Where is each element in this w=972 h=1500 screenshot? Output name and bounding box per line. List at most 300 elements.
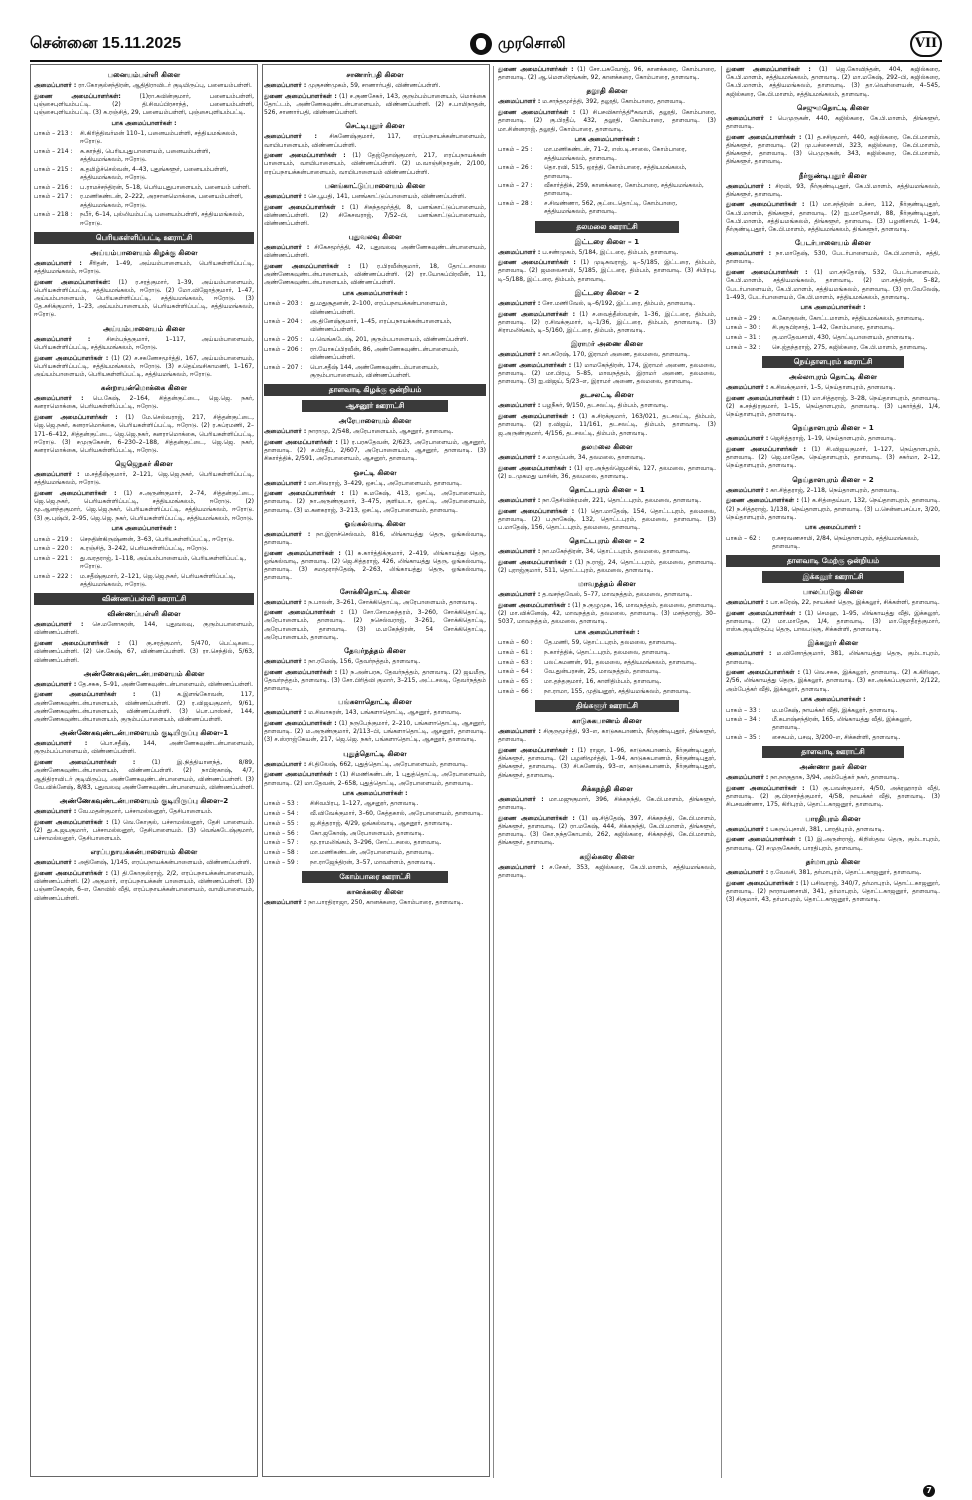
appointment-entry <box>726 610 940 635</box>
appointment-entry <box>726 384 940 392</box>
role-label: துணை அமைப்பாளர்கள் : <box>498 558 573 566</box>
panchayat-banner: கோம்பாரை ஊராட்சி <box>302 871 449 883</box>
booth-agent: தே.மணி, 59, தொட்டபுரம், தலமலை, தாளவாடி. <box>544 639 677 647</box>
appointment-entry <box>34 82 254 90</box>
role-label: அமைப்பாளர் : <box>264 244 310 252</box>
role-label: துணை அமைப்பாளர்கள் : <box>726 394 800 402</box>
booth-number: பாகம் – 53 : <box>264 800 299 808</box>
booth-row <box>264 318 486 334</box>
booth-number: பாகம் – 55 : <box>264 819 299 827</box>
appointee-details: ந.பாலன், 3–261, சோக்கிதொட்டி, அரேபாளையம், தாளவாடி. <box>308 598 478 606</box>
role-label: துணை அமைப்பாளர்கள் : <box>498 66 574 73</box>
appointee-details: மா.மஜுகுமார், 396, சிக்கநந்தி, கே.பி.மாளம், திங்களூர், தாளவாடி. <box>498 795 716 811</box>
appointee-details: நா.ரமேஷ், 156, தேவர்நத்தம், தாளவாடி. <box>308 658 421 666</box>
role-label: துணை அமைப்பாளர்கள் : <box>726 879 799 887</box>
booth-number: பாகம் – 207 : <box>264 363 303 371</box>
union-banner: தாளவாடி மேற்கு ஒன்றியம் <box>726 555 940 567</box>
branch-heading: இராமர் அணை கிளை <box>570 339 644 349</box>
appointee-details: சிகணேஷ்குமார், 117, எரப்பநாயக்கன்பாளையம், வாயிபாளையம், விண்ணப்பள்ளி. <box>264 133 486 149</box>
appointment-entry <box>726 183 940 199</box>
branch-heading: ஓங்கல்வாடி கிளை <box>344 518 406 528</box>
role-label: அமைப்பாளர் : <box>264 598 307 606</box>
role-label: துணை அமைப்பாளர்கள் : <box>498 310 575 318</box>
appointee-details: சோ.மணிவேல், டி–6/192, இட்டரை, திம்பம், தாளவாடி. <box>542 299 696 307</box>
branch-heading: பாரதிபுரம் கிளை <box>805 813 861 823</box>
booth-agent: நபீர், 6–14, புல்லியம்பட்டி பனையம்பள்ளி, சத்தியமங்கலம், ஈரோடு. <box>80 211 245 227</box>
branch-heading: அரேபாளையம் கிளை <box>338 416 412 426</box>
branch-heading: தொட்டபுரம் கிளை – 1 <box>569 484 645 494</box>
role-label: அமைப்பாளர் : <box>498 351 541 359</box>
booth-number: பாகம் – 216 : <box>34 183 73 191</box>
appointee-details: ம.வினோத்குமார், 381, லிங்காயத்து தெரு, கும்டாபுரம், தாளவாடி. <box>726 650 940 666</box>
booth-agent: ரா.யோகப்பிரவீன், 86, அண்ணேகவுண்டன்பாளையம், விண்ணப்பள்ளி. <box>310 345 459 362</box>
appointee-details: அதினேஷ், 1/145, எரப்பநாயக்கன்பாளையம், விண்ணப்பள்ளி. <box>78 859 252 867</box>
appointment-entry <box>726 497 940 522</box>
role-label: அமைப்பாளர் : <box>264 658 307 666</box>
appointee-details: பழநீசுர், 9/150, தடசலட்டி, திம்பம், தாளவாடி. <box>542 402 669 410</box>
role-label: துணை அமைப்பாளர்கள்: <box>34 92 121 100</box>
booth-row <box>264 364 486 380</box>
appointment-entry <box>264 152 486 177</box>
booth-number: பாகம் – 27 : <box>498 182 533 190</box>
branch-heading: செட்டிபுதூர் கிளை <box>345 121 405 131</box>
branch-heading: நெய்தாளபுரம் கிளை – 1 <box>792 423 874 433</box>
branch-heading: அண்ணேகவுண்டன்பாளையம் குடியிருப்பு கிளை–1 <box>59 728 229 738</box>
branch-heading: ஜெஜெநகர் கிளை <box>115 459 173 469</box>
booth-number: பாகம் – 222 : <box>34 572 73 580</box>
appointee-details: (1) மா.சந்தோஷ், 532, பேடர்பாளையம், கே.பி.மாளம், சத்தியமங்கலம், தாளவாடி. (2) மா.சந்திரன், 5–82, பேடர்பாளையம், கே.பி.மாளம், சத்தியமங்கலம், தாளவாடி. (3) ரா.வேலேஷ், 1–493, பேடர்பாளையம், கே.பி.மாளம், சத்தியமங்கலம், தாளவாடி. <box>726 269 940 301</box>
branch-heading: இக்கலூர் கிளை <box>807 638 859 648</box>
appointee-details: (1) க.சிரக்குமார், 163/021, தடசலட்டி, திம்பம், தாளவாடி. (2) ர.விஜய், 11/161, தடசலட்டி, திம்பம், தாளவாடி. (3) ஜ.அருண்குமார், 4/156, தடசலட்டி, திம்பம், தாளவாடி. <box>498 413 716 437</box>
branch-heading: பனையம்பள்ளி கிளை <box>107 70 181 79</box>
appointment-entry <box>498 559 716 575</box>
branch-heading: பாலப்படுகு கிளை <box>802 587 864 597</box>
page-number-badge: VII <box>910 31 942 57</box>
appointee-details: (1) தி.கோகுல்ராஜ், 2/2, எரப்பநாயக்கன்பாளையம், விண்ணப்பள்ளி. (2) அகுமார், எரப்பநாயக்கன் பாளையம், விண்ணப்பள்ளி. (3) பஞ்ணசேகரன், 6–எ, கோவில் வீதி, எரப்பநாயக்கன்பாளையம், வாயிபாளையம், விண்ணப்பள்ளி. <box>34 870 254 902</box>
role-label: அமைப்பாளர் : <box>726 250 772 258</box>
booth-agent: க.தமிழ்ச்செல்வன், 4–43, புதுங்களூர், பனையம்பள்ளி, சத்தியமங்கலம், ஈரோடு. <box>80 165 229 182</box>
appointment-entry <box>726 826 940 834</box>
appointee-details: (1) க.சித்தைய்யா, 132, நெய்தாளபுரம், தாளவாடி. (2) ந.சித்தராஜ், 1/138, நெய்தாளபுரம், தாளவாடி. (3) ப.சென்னபசப்பா, 3/20, நெய்தாளபுரம், தாளவாடி. <box>726 497 940 521</box>
role-label: அமைப்பாளர் : <box>726 599 769 607</box>
role-label: அமைப்பாளர் : <box>498 453 541 461</box>
role-label: துணை அமைப்பாளர்கள் : <box>264 771 338 779</box>
role-label: துணை அமைப்பாளர்கள் : <box>264 263 351 271</box>
appointment-entry <box>264 658 486 666</box>
booth-agent: ப.வெங்கடேஷ், 201, குரும்பபாளையம், விண்ணப்பள்ளி. <box>310 336 469 344</box>
appointee-details: ச.சேகர், 353, கஜில்கரை, கே.பி.மாளம், சத்தியமங்கலம், தாளவாடி. <box>498 863 716 879</box>
booth-row <box>34 148 254 164</box>
role-label: துணை அமைப்பாளர்கள் : <box>498 464 572 472</box>
appointment-entry <box>498 311 716 336</box>
booth-agent: ர.சசரவணசாமி, 2/84, நெய்தாளபுரம், சத்தியமங்கலம், தாளவாடி. <box>772 534 919 550</box>
role-label: அமைப்பாளர் : <box>264 479 307 487</box>
appointee-details: (1) க.மகேஷ், 413, ஒசட்டி, அரேபாளையம், தாளவாடி. (2) நா.அருண்குமார், 3–475, குளியடா, ஒசட்டி, அரேபாளையம், தாளவாடி. (3) ம.கனகராஜ், 3–213, ஒசட்டி, அரேபாளையம், தாளவாடி. <box>264 490 486 514</box>
booth-agent: மா.மணிகண்டன், 71–2, எஸ்.டி.சாலை, கோம்பாரை, சத்தியமங்கலம், தாளவாடி. <box>544 146 687 162</box>
role-label: துணை அமைப்பாளர்கள் : <box>34 414 118 422</box>
booth-agent: து.மதுசூதனன், 2–100, எரப்பநாயக்கன்பாளையம், விண்ணப்பள்ளி. <box>310 300 448 316</box>
appointee-details: ர.வேலசி, 381, தர்மாபுரம், தொட்டகாஜனூர், தாளவாடி. <box>770 868 922 876</box>
appointment-entry <box>498 591 716 599</box>
appointee-details: (1) கு.பவன்குமார், 4/50, அக்ரஹாரம் வீதி, தாளவாடி. (2) கு.பிரசாந்த்குமார், 4/58, நாயக்கர் வீதி, தாளவாடி. (3) சிபசவண்ணா, 175, கிரிபுரம், தொட்டகாஜனூர், தாளவாடி. <box>726 785 940 809</box>
role-label: அமைப்பாளர் : <box>726 774 769 782</box>
appointment-entry <box>264 720 486 745</box>
appointment-entry <box>498 109 716 134</box>
appointee-details: (1) (2) ச.சகணேசமூர்த்தி, 167, அய்யம்பாளையம், பெரியகள்ளிப்பட்டி, சத்தியமங்கலம், ஈரோடு. (3) ச.தெய்வசிகாமணி, 1–167, அய்யம்பாளையம், பெரியகள்ளிப்பட்டி, சத்தியமங்கலம், ஈரோடு. <box>34 354 254 378</box>
appointee-details: (1)ரா.கவின்குமார், பனையம்பள்ளி, புஞ்சைபுளியம்பட்டி. (2) தி.சிவப்பிரசாந்த், பனையம்பள்ளி, புஞ்சைபுளியம்பட்டி. (3) சு.ரஞ்சித், 29, பனையம்பள்ளி, புஞ்சைபுளியம்பட்டி. <box>34 92 254 117</box>
booth-agent: நா.ராமா, 155, முதியனூர், சத்தியமங்கலம், தாளவாடி. <box>544 687 691 695</box>
branch-heading: தலூதி கிளை <box>586 86 628 96</box>
branch-heading: பேடர்பாளையம் கிளை <box>795 238 871 248</box>
branch-heading: அய்யம்பாளையம் கிழக்கு கிளை <box>90 247 198 257</box>
appointment-entry <box>34 621 254 637</box>
masthead-center <box>470 31 566 57</box>
appointment-entry <box>498 402 716 410</box>
booth-row <box>498 200 716 216</box>
column-3 <box>498 66 716 1476</box>
role-label: அமைப்பாளர் : <box>34 395 84 403</box>
appointment-entry <box>726 785 940 810</box>
booth-number: பாகம் – 213 : <box>34 130 73 138</box>
appointee-details: சிகுருமூர்த்தி, 93–எ, காடுசுகபாணம், நீர்குண்டிபுதூர், திங்களூர், தாளவாடி. <box>498 728 716 744</box>
booth-agent: செநதின்கிருஷ்ணன், 3–63, பெரியகள்ளிப்பட்டி, ஈரோடு. <box>80 535 235 543</box>
role-label: அமைப்பாளர் : <box>264 530 311 538</box>
role-label: அமைப்பாளர் : <box>498 496 541 504</box>
appointment-entry <box>498 454 716 462</box>
appointee-details: பொ.சதீஷ், 144, அண்ணேகவுண்டன்பாளையம், குரும்பப்பாளையம், விண்ணப்பள்ளி. <box>34 740 254 756</box>
booth-agent: வே.துன்பரசன், 25, மாவநத்தம், தாளவாடி. <box>544 668 661 676</box>
booth-agent: ந.கார்த்திக், தொட்டபுரம், தலமலை, தாளவாடி. <box>544 649 671 657</box>
appointee-details: (1) ச.குணசேகர், 143, குரும்பம்பாளையம், மொக்கை தோட்டம், அண்ணேகவுண்டன்பாளையம், விண்ணப்பள்ளி. (2) ச.பாமிநாதன், 526, சாணார்பதி, விண்ணப்பள்ளி. <box>264 92 486 117</box>
appointee-details: (1) சிகந்தமூர்த்தி, 8, பனங்காட்டுப்பாளையம், விண்ணப்பள்ளி. (2) சிகேசவராஜ், 7/52–பி, பனங்காட்டுப்பாளையம், விண்ணப்பள்ளி. <box>264 203 486 227</box>
booth-number: பாகம் – 218 : <box>34 211 73 219</box>
booth-row <box>34 545 254 553</box>
appointment-entry <box>726 66 940 99</box>
booth-agent: மூ.ராமலிங்கம், 3–296, சோட்டசலை, தாளவாடி. <box>310 839 442 847</box>
booth-number: பாகம் – 204 : <box>264 318 303 326</box>
branch-heading: அண்ணேகவுண்டன்பாளையம் குடியிருப்பு கிளை–2 <box>59 796 229 805</box>
role-label: அமைப்பாளர் : <box>264 82 307 89</box>
role-label: துணை அமைப்பாளர்கள் : <box>264 438 338 446</box>
appointment-entry <box>726 836 940 852</box>
branch-heading: இட்டரை கிளை – 1 <box>574 236 640 246</box>
role-label: அமைப்பாளர் : <box>264 133 317 141</box>
appointee-details: ம.சாந்தமூர்த்தி, 392, தலூதி, கோம்பாரை, தாளவாடி. <box>542 98 686 106</box>
union-banner: விண்ணப்பள்ளி ஊராட்சி <box>34 593 254 605</box>
branch-heading: அண்ணா நகர் கிளை <box>799 762 867 772</box>
appointment-entry <box>498 98 716 106</box>
booth-list-heading: பாக அமைப்பாளர்கள் : <box>574 629 640 637</box>
branch-heading: தொட்டபுரம் கிளை – 2 <box>569 536 645 546</box>
column-2 <box>264 66 486 1476</box>
branch-heading: கன்றாயன்மொக்கை கிளை <box>100 383 188 393</box>
booth-number: பாகம் – 65 : <box>498 678 533 686</box>
appointment-entry <box>498 602 716 627</box>
booth-row <box>264 849 486 857</box>
appointee-details: நா.மாதேஷ், 530, பேடர்பாளையம், கே.பி.மாளம், சத்தி, தாளவாடி. <box>726 250 940 266</box>
role-label: துணை அமைப்பாளர்கள் : <box>498 259 576 267</box>
appointee-details: சிசம்பந்தகுமார், 1–117, அய்யம்பாளையம், பெரியகள்ளிப்பட்டி, சத்தியமங்கலம், ஈரோடு. <box>34 335 254 351</box>
appointment-entry <box>498 300 716 308</box>
role-label: அமைப்பாளர் : <box>498 728 541 736</box>
role-label: துணை அமைப்பாளர்கள் : <box>498 109 576 117</box>
branch-heading: சாணார்பதி கிளை <box>346 70 404 79</box>
branch-heading: அல்லாபுரம் தொட்டி கிளை <box>788 371 878 381</box>
appointee-details: (1) இ.அருள்ராஜ், கிறிஸ்தவ தெரு, கும்டாபுரம், தாளவாடி. (2) சமுருகேசன், பாரதிபுரம், தாளவாடி. <box>726 836 940 852</box>
appointment-entry <box>726 487 940 495</box>
role-label: துணை அமைப்பாளர்கள்: <box>34 278 111 286</box>
booth-agent: தொ.ரவி, 515, ஒரத்தி, கோம்பாரை, சத்தியமங்கலம், தாளவாடி. <box>544 164 687 180</box>
appointee-details: (1) ராஜா, 1–96, காடுசுகபாணம், நீர்குண்டிபுதூர், திங்களூர், தாளவாடி. (2) பழனிமூர்த்தி, 1–94, காடுசுகபாணம், நீர்குண்டிபுதூர், திங்களூர், தாளவாடி. (3) சி.கணேஷ், 93–எ, காடுசுகபாணம், நீர்குண்டிபுதூர், திங்களூர், தாளவாடி. <box>498 746 716 779</box>
appointee-details: கா.கரேஷ், 170, இராமர் அணை, தலமலை, தாளவாடி. <box>542 351 691 359</box>
branch-heading: பனங்காட்டுப்பாளையம் கிளை <box>324 180 426 190</box>
appointment-entry <box>498 497 716 505</box>
booth-number: பாகம் – 54 : <box>264 810 299 818</box>
appointee-details: நா.மகேந்திரன், 34, தொட்டபுரம், தலமலை, தாளவாடி. <box>542 548 691 556</box>
role-label: துணை அமைப்பாளர்கள் : <box>264 720 337 728</box>
appointee-details: சி.திலேஷ், 662, புதுத்தொட்டி, அரேபாளையம், தாளவாடி. <box>308 760 468 768</box>
appointee-details: (1) முடிசுவராஜ், டி–5/185, இட்டரை, திம்பம், தாளவாடி. (2) ஜமலைசாமி, 5/185, இட்டரை, திம்பம், தாளவாடி. (3) சிபிரபு, டி–5/188, இட்டரை, திம்பம், தாளவாடி. <box>498 259 716 283</box>
appointment-entry <box>498 66 716 82</box>
appointment-entry <box>726 774 940 782</box>
booth-agent: நா.ராஜேந்திரன், 3–57, மாவள்ளம், தாளவாடி. <box>310 858 436 866</box>
appointment-entry <box>34 279 254 320</box>
booth-row <box>726 707 940 715</box>
appointee-details: (1) ச.வைத்தீஸ்வரன், 1–36, இட்டரை, திம்பம், தாளவாடி. (2) ர.சிவக்குமார், டி–1/36, இட்டரை, திம்பம், தாளவாடி. (3) சிராமலிங்கம், டி–5/160, இட்டரை, திம்பம், தாளவாடி. <box>498 310 716 334</box>
booth-agent: க.ரஞ்சித், 3–242, பெரியகள்ளிப்பட்டி, ஈரோடு. <box>80 545 209 553</box>
appointee-details: (1) மாமகேந்திரன், 174, இராமர் அணை, தலமலை, தாளவாடி. (2) மா.பிரபு, 5–85, மாவநத்தம், இராமர் அணை, தலமலை, தாளவாடி. (3) ஐ.விஜய், 5/23–எ, இராமர் அணை, தலமலை, தாளவாடி. <box>498 361 716 386</box>
appointment-entry <box>498 413 716 438</box>
appointee-details: (1) ஏர.அந்தல்ஜெமசிங், 127, தலமலை, தாளவாடி. (2) உ.முகமது யாசின், 36, தலமலை, தாளவாடி. <box>498 464 716 480</box>
appointment-entry <box>726 134 940 167</box>
branch-heading: புதுத்தொட்டி கிளை <box>343 748 407 758</box>
role-label: துணை அமைப்பாளர்கள் : <box>498 602 571 610</box>
booth-agent: செ.ஜ்தந்தராஜ், 275, கஜில்கரை, கே.பி.மாளம், தாளவாடி. <box>772 343 928 351</box>
appointee-details: (1) செமஹ, 1–95, லிங்காயத்து வீதி, இக்கலூர், தாளவாடி. (2) மா.மாதேசு, 1/4, தாளவாடி. (3) மா.ஜோதீரத்குமார், எஸ்சு.குடியிருப்பு தெரு, பாலபடுகு, சிக்கள்ளி, தாளவாடி. <box>726 609 940 634</box>
booth-list-heading: பாக அமைப்பாளர்கள் : <box>800 696 866 704</box>
appointment-entry <box>264 599 486 607</box>
branch-heading: சோக்கிதொட்டி கிளை <box>339 586 411 596</box>
appointee-details: (1) ர.பிரவீன்குமார், 18, தோட்டசாலை அண்ணேகவுண்டன்பாளையம், விண்ணப்பள்ளி. (2) ரா.யோகப்பிரவீன், 11, அண்ணேகவுண்டன்பாளையம், விண்ணப்பள்ளி. <box>264 263 486 287</box>
appointment-entry <box>726 599 940 607</box>
appointee-details: சிரவி, 93, நீர்குண்டிபுதூர், கே.பி.மாளம், சத்தியமங்கலம், திங்களூர், தாளவாடி. <box>726 182 940 198</box>
appointment-entry <box>726 650 940 666</box>
booth-row <box>264 336 486 344</box>
booth-list-heading: பாக அமைப்பாளர்கள் : <box>342 790 408 798</box>
role-label: துணை அமைப்பாளர்கள் : <box>34 691 136 699</box>
appointment-entry <box>498 747 716 780</box>
appointment-entry <box>264 609 486 642</box>
appointee-details: நா.இராச்செல்வம், 816, லிங்காயத்து தெரு, ஓங்கல்வாடி, தாளவாடி. <box>264 530 486 547</box>
appointment-entry <box>498 259 716 284</box>
role-label: துணை அமைப்பாளர்கள் : <box>264 92 337 100</box>
booth-row <box>498 678 716 686</box>
branch-heading: இட்டரை கிளை – 2 <box>574 287 640 297</box>
appointment-entry <box>498 548 716 556</box>
appointment-entry <box>264 133 486 149</box>
appointment-entry <box>34 336 254 352</box>
appointment-entry <box>34 490 254 523</box>
booth-agent: மா.தந்தகுமார், 16, காளிதிம்பம், தாளவாடி. <box>544 678 662 686</box>
booth-number: பாகம் – 30 : <box>726 324 761 332</box>
appointment-entry <box>264 899 486 907</box>
appointee-details: ரா.கோகுல்சந்திரன், ஆதிதிராவிடர் குடியிருப்பு, பனையம்பள்ளி. <box>78 82 252 89</box>
column-4 <box>726 66 940 1476</box>
appointee-details: பகருப்புசாமி, 381, பாரதிபுரம், தாளவாடி. <box>770 825 885 833</box>
appointment-entry <box>264 480 486 488</box>
appointment-entry <box>264 531 486 547</box>
role-label: துணை அமைப்பாளர்கள் : <box>726 669 800 677</box>
booth-agent: பொ.சதீஷ் 144, அண்ணேகவுண்டம்பாளையம், குரும்பாபாளையம், விண்ணப்பள்ளி. <box>310 363 439 379</box>
appointment-entry <box>726 250 940 266</box>
role-label: அமைப்பாளர் : <box>264 192 307 200</box>
booth-number: பாகம் – 58 : <box>264 849 299 856</box>
appointee-details: பெமுருகன், 440, கஜில்கரை, கே.பி.மாளம், திங்களூர், தாளவாடி. <box>726 114 940 131</box>
panchayat-banner: தாளவாடி ஊராட்சி <box>762 746 903 758</box>
booth-row <box>264 300 486 316</box>
booth-number: பாகம் – 214 : <box>34 147 73 155</box>
role-label: துணை அமைப்பாளர்கள் : <box>34 818 109 826</box>
appointment-entry <box>34 471 254 487</box>
booth-list-heading: பாக அமைப்பாளர் : <box>805 524 861 532</box>
appointee-details: சீரிதன், 1–49, அய்யம்பாளையம், பெரியகள்ளிப்பட்டி, சத்தியமங்கலம், ஈரோடு. <box>34 259 254 275</box>
appointee-details: சிகேசமூர்த்தி, 42, புதுவலவு அண்ணேகவுண்டன்பாளையம், விண்ணப்பள்ளி. <box>264 244 486 260</box>
booth-row <box>34 184 254 192</box>
branch-heading: தடசலட்டி கிளை <box>580 390 634 400</box>
appointment-entry <box>726 880 940 905</box>
booth-number: பாகம் – 31 : <box>726 334 761 342</box>
appointment-entry <box>264 193 486 201</box>
booth-agent: வீகார்த்திக், 259, கானக்கரை, கோம்பாரை, சத்தியமங்கலம், தாளவாடி. <box>544 182 704 198</box>
appointment-entry <box>34 640 254 665</box>
role-label: துணை அமைப்பாளர்கள் : <box>34 354 109 362</box>
appointment-entry <box>264 709 486 717</box>
appointee-details: (1) சோ.சோமசுந்தரம், 3–260, சோக்கிதொட்டி, அரேபாளையம், தாளவாடி. (2) நசெல்வராஜ், 3–261, சோக்கிதொட்டி, அரேபாளையம், தாளவாடி. (3) ம.மகேந்திரன், 54 சோக்கிதொட்டி, அரேபாளையம், தாளவாடி. <box>264 609 486 641</box>
appointee-details: முகுசண்முகம், 59, சாணார்பதி, விண்ணப்பள்ளி. <box>308 82 441 89</box>
role-label: துணை அமைப்பாளர்கள் : <box>264 609 344 617</box>
booth-list-heading: பாக அமைப்பாளர்கள் : <box>574 136 640 144</box>
role-label: அமைப்பாளர் : <box>726 825 769 833</box>
masthead <box>30 31 942 59</box>
booth-number: பாகம் – 63 : <box>498 658 533 666</box>
role-label: அமைப்பாளர் : <box>34 471 80 479</box>
appointee-details: ம.சத்தீஷ்குமார், 2–121, ஜெ.ஜெ.நகர், பெரியகள்ளிப்பட்டி, சத்தியமங்கலம், ஈரோடு. <box>34 471 254 487</box>
branch-heading: தலமலை கிளை <box>581 441 633 451</box>
booth-agent: கு.மாதேவசாமி, 430, தொட்டிபாளையம், தாளவாடி. <box>772 334 915 342</box>
appointment-entry <box>726 435 940 443</box>
appointment-entry <box>34 681 254 689</box>
branch-heading: விண்ணப்பள்ளி கிளை <box>107 609 181 619</box>
appointee-details: ப.சண்முகம், 5/184, இட்டரை, திம்பம், தாளவாடி. <box>542 248 679 256</box>
role-label: துணை அமைப்பாளர்கள் : <box>264 549 341 557</box>
booth-number: பாகம் – 62 : <box>726 534 761 542</box>
role-label: துணை அமைப்பாளர்கள் : <box>726 269 808 277</box>
appointment-entry <box>34 691 254 724</box>
booth-row <box>264 830 486 838</box>
booth-number: பாகம் – 219 : <box>34 535 73 543</box>
booth-row <box>726 716 940 732</box>
booth-agent: சிசிவபிரபு, 1–127, ஆசனூர், தாளவாடி. <box>310 800 419 808</box>
booth-number: பாகம் – 205 : <box>264 336 303 344</box>
appointment-entry <box>726 395 940 420</box>
booth-row <box>498 649 716 657</box>
role-label: அமைப்பாளர் : <box>726 650 772 658</box>
appointee-details: நா.தேசிவிக்ரமன், 221, தொட்டபுரம், தலமலை, தாளவாடி. <box>542 496 702 504</box>
appointment-entry <box>726 201 940 234</box>
appointee-details: பா.சுரேஷ், 22, நாயக்கர் தெரு, இக்கலூர், சிக்கள்ளி, தாளவாடி. <box>770 599 940 607</box>
booth-number: பாகம் – 56 : <box>264 829 299 837</box>
booth-list-heading: பாக அமைப்பாளர்கள் : <box>800 304 866 312</box>
appointee-details: (1) இ.நித்தியானந்த், 8/89, அண்ணேகவுண்டன்பாளையம், விண்ணப்பள்ளி. (2) நாபிரகாஷ், 4/7, ஆதிதிராவிடர் குடியிருப்பு, அண்ணேகவுண்டன்பாளையம், விண்ணப்பள்ளி. (3) வே.விக்னேஷ், 8/83, புதுவலவு அண்ணேகவுண்டன்பாளையம், விண்ணப்பள்ளி. <box>34 759 254 791</box>
appointment-entry <box>34 870 254 903</box>
branch-heading: புதுவலவு கிளை <box>348 232 402 242</box>
appointee-details: த.வசந்தவேல், 5–77, மாவநத்தம், தலமலை, தாளவாடி. <box>542 591 693 599</box>
booth-agent: பலட்சுமணன், 91, தலமலை, சத்தியமங்கலம், தாளவாடி. <box>544 658 697 666</box>
booth-row <box>726 315 940 323</box>
appointee-details: செ.மனோகரன், 144, புதுவலவு, குரும்பபாளையம், விண்ணப்பள்ளி. <box>34 621 254 637</box>
branch-heading: அய்யம்பாளையம் கிளை <box>102 323 186 333</box>
appointment-entry <box>264 244 486 260</box>
booth-number: பாகம் – 220 : <box>34 545 73 553</box>
appointee-details: (1) தொ.மாதேஷ், 154, தொட்டபுரம், தலமலை, தாளவாடி. (2) ப.நாகேஷ், 132, தொட்டபுரம், தலமலை, தாளவாடி. (3) ப.மாதேஷ், 156, தொட்டபுரம், தலமலை, தாளவாடி. <box>498 507 716 532</box>
booth-list-heading: பாக அமைப்பாளர்கள் : <box>111 119 177 127</box>
booth-agent: சு.காந்தி, பெரியபுதுபாளையம், பனையம்பள்ளி, சத்தியமங்கலம், ஈரோடு. <box>80 147 211 164</box>
appointee-details: (1) மே.செல்வராஜ், 217, சித்தன்குட்டை, ஜெ.ஜெ.நகர், கனராமொக்கை, பெரியகள்ளிப்பட்டி, ஈரோடு. (2) ர.சுப்ரமணி, 2–171–6–412, சித்தன்குட்டை, ஜெ.ஜெ.நகர், கனராமொக்கை, பெரியகள்ளிப்பட்டி, ஈரோடு. (3) சமுருகேசன், 6–230–2–188, சித்தன்குட்டை, ஜெ.ஜெ. நகர், கனராமொக்கை, பெரியகள்ளிப்பட்டி, ஈரோடு. <box>34 414 254 454</box>
booth-agent: அ.தினேஷ்குமார், 1–45, எரப்பநாயக்கன்பாளையம், விண்ணப்பள்ளி. <box>310 318 452 334</box>
booth-row <box>34 536 254 544</box>
booth-agent: ர.மணிகண்டன், 2–222, அரசானமொக்கை, பனையம்பள்ளி, சத்தியமங்கலம், ஈரோடு. <box>80 193 243 209</box>
appointment-entry <box>264 669 486 694</box>
role-label: அமைப்பாளர் : <box>726 868 769 876</box>
branch-heading: நீர்குண்டிபுதூர் கிளை <box>799 170 867 180</box>
appointment-entry <box>726 446 940 471</box>
booth-number: பாகம் – 66 : <box>498 687 533 695</box>
role-label: அமைப்பாளர் : <box>498 795 544 803</box>
appointment-entry <box>726 669 940 694</box>
appointee-details: (1) சிமணிகண்டன், 1 புதுத்தொட்டி, அரேபாளையம், தாளவாடி. (2) மா.தேவன், 2–658, புதுத்தொட்டி, அரேபாளையம், தாளவாடி. <box>264 771 486 787</box>
branch-heading: பங்களாதொட்டி கிளை <box>338 697 412 707</box>
appointee-details: கா.சித்தராஜ், 2–118, நெய்தாளபுரம், தாளவாடி. <box>770 486 900 494</box>
appointee-details: நா.பாரதிராஜா, 250, கானக்கரை, கோம்பாரை, தாளவாடி. <box>308 898 464 906</box>
booth-agent: ம.சதீஷ்குமார், 2–121, ஜெ.ஜெ.நகர், பெரியகள்ளிப்பட்டி, சத்தியமங்கலம், ஈரோடு. <box>80 572 236 589</box>
appointee-details: (1) த.சசிகுமார், 440, கஜில்கரை, கே.பி.மாளம், திங்களூர், தாளவாடி. (2) மு.பச்சைசாமி, 323, கஜில்கரை, கே.பி.மாளம், திங்களூர், தாளவாடி. (3) பெமுருகன், 343, கஜில்கரை, கே.பி.மாளம், திங்களூர், தாளவாடி. <box>726 133 940 166</box>
booth-row <box>498 639 716 647</box>
appointment-entry <box>34 740 254 756</box>
booth-row <box>498 668 716 676</box>
booth-number: பாகம் – 61 : <box>498 649 533 657</box>
appointee-details: மா.சிவராஜ், 3–429, ஒசட்டி, அரேபாளையம், தாளவாடி. <box>308 479 462 487</box>
appointee-details: (1) ந.அன்பரசு, தேவர்நத்தம், தாளவாடி. (2) ஜயமீரு, தேவர்நத்தம், தாளவாடி. (3) சோ.பிரித்வி குமார், 3–215, அட்டசலடி, தேவர்நத்தம் தாளவாடி. <box>264 668 486 693</box>
booth-agent: து.வரதராஜ், 1–118, அய்யம்பாளையம், பெரியகள்ளிப்பட்டி, ஈரோடு. <box>80 554 247 571</box>
role-label: துணை அமைப்பாளர்கள் : <box>726 609 802 617</box>
appointment-entry <box>498 728 716 744</box>
booth-agent: மீ.கபாஷ்சந்திரன், 165, லிங்காயத்து வீதி, இக்கலூர், தாளவாடி. <box>772 716 912 732</box>
panchayat-banner: ஆசனூர் ஊராட்சி <box>302 400 449 412</box>
appointment-entry <box>264 771 486 787</box>
appointee-details: (1) ந.ராஜ், 24, தொட்டபுரம், தலமலை, தாளவாடி. (2) புராஜ்குமார், 511, தொட்டபுரம், தலமலை, தாளவாடி. <box>498 558 716 575</box>
role-label: துணை அமைப்பாளர்கள் : <box>264 203 344 211</box>
booth-row <box>264 859 486 867</box>
booth-number: பாகம் – 25 : <box>498 146 533 154</box>
appointee-details: (1) சு.கார்த்திக்குமார், 2–419, லிங்காயத்து தெரு, ஓங்கல்வாடி, தாளவாடி. (2) ஜெ.சித்தராஜ், 426, லிங்காயத்து தெரு, ஓங்கல்வாடி, தாளவாடி. (3) சமமூராந்தேஷ், 2–263, லிங்காயத்து தெரு, ஓங்கல்வாடி, தாளவாடி. <box>264 549 486 582</box>
booth-agent: வீ.விவேக்குமார், 3–60, கேத்தகால், அரேபாளையம், தாளவாடி. <box>310 810 483 818</box>
appointee-details: பெ.கேஷ், 2–164, சித்தன்குட்டை, ஜெ.ஜெ. நகர், கனராமொக்கை, பெரியகள்ளிப்பட்டி, ஈரோடு. <box>34 395 254 411</box>
role-label: அமைப்பாளர் : <box>34 259 82 267</box>
panchayat-banner: திங்களூர் ஊராட்சி <box>535 700 679 712</box>
booth-list-heading: பாக அமைப்பாளர்கள் : <box>342 290 408 298</box>
role-label: அமைப்பாளர் : <box>34 680 77 688</box>
role-label: அமைப்பாளர் : <box>34 621 84 629</box>
